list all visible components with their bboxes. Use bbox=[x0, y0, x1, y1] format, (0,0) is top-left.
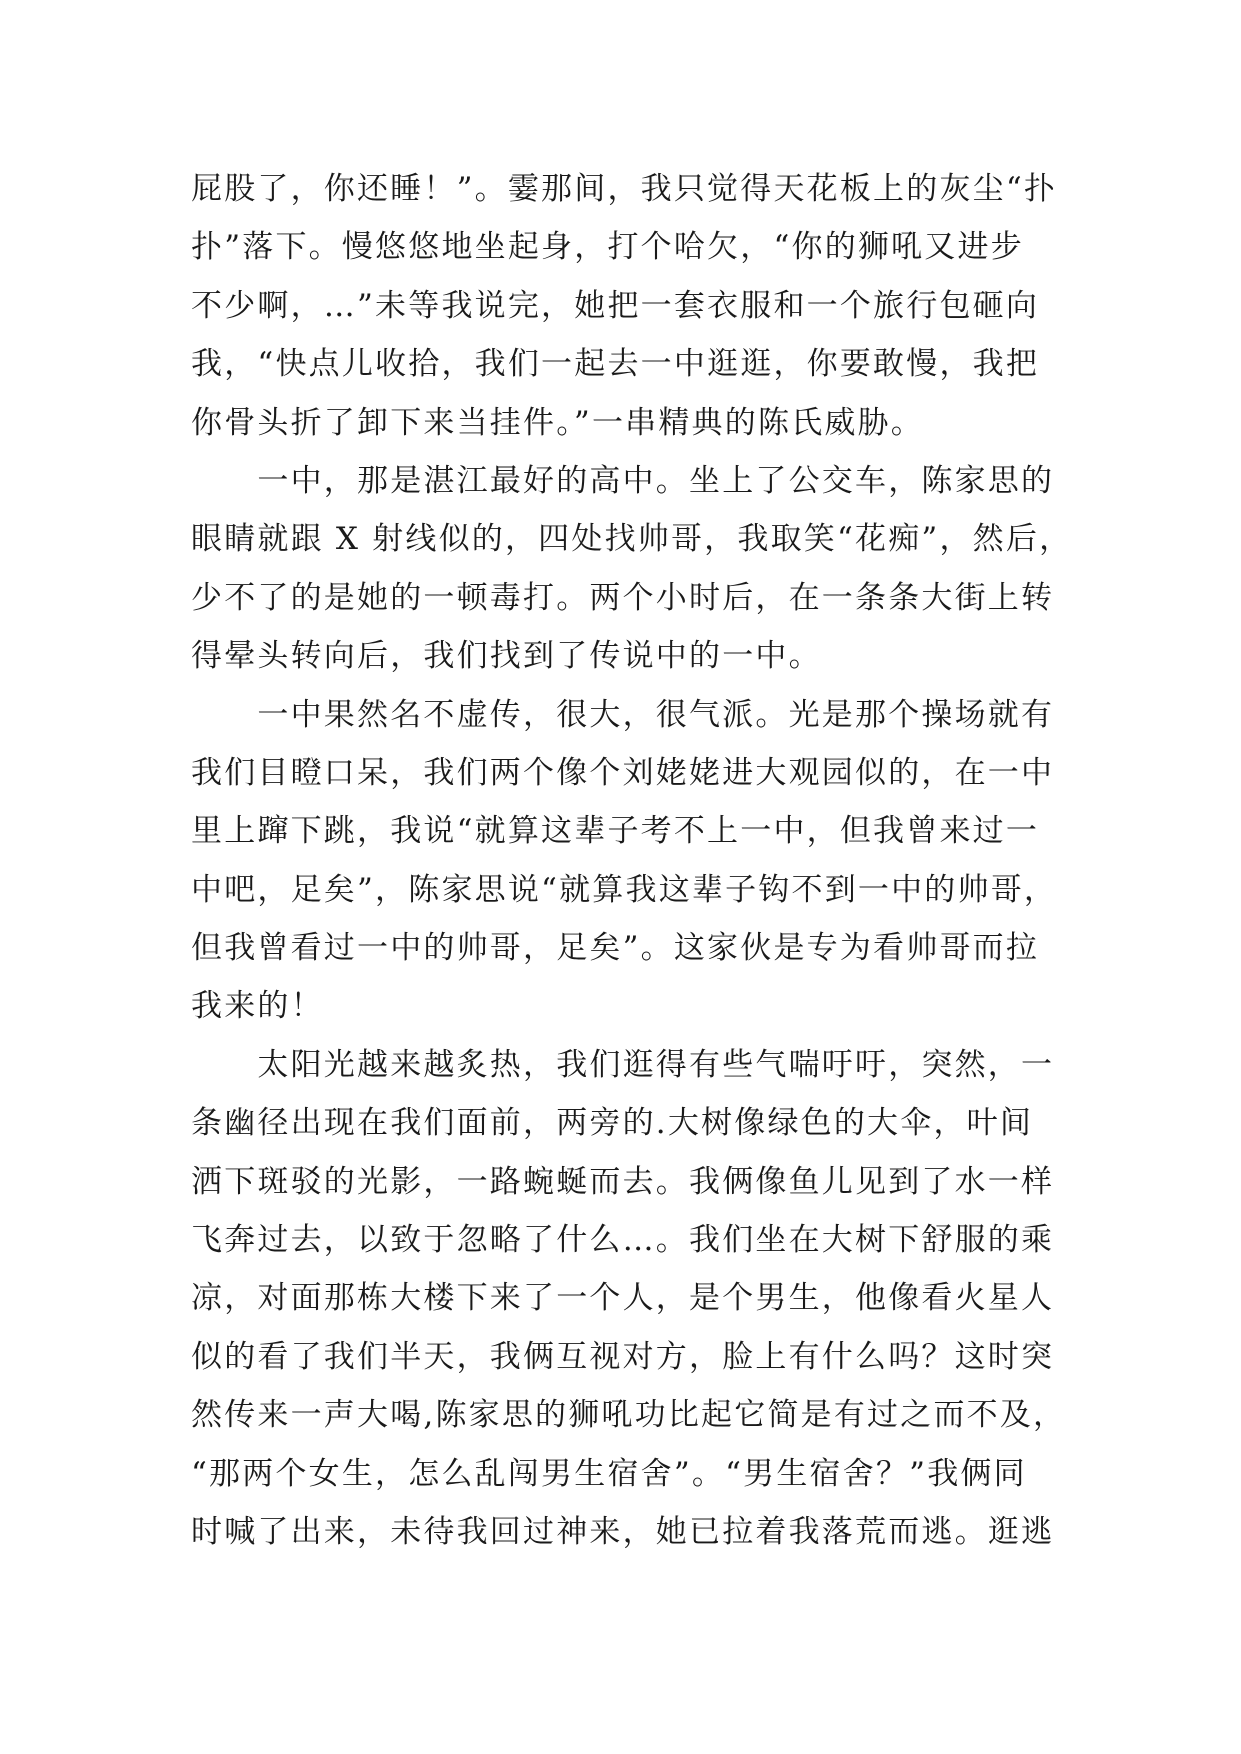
text-line: 似的看了我们半天，我俩互视对方，脸上有什么吗？这时突 bbox=[191, 1338, 1055, 1375]
text-line: 我来的！ bbox=[191, 988, 324, 1025]
text-line: 时喊了出来，未待我回过神来，她已拉着我落荒而逃。逛逃 bbox=[191, 1513, 1055, 1550]
text-line: 扑”落下。慢悠悠地坐起身，打个哈欠，“你的狮吼又进步 bbox=[191, 229, 1024, 266]
text-line: “那两个女生，怎么乱闯男生宿舍”。“男生宿舍？”我俩同 bbox=[191, 1455, 1027, 1492]
text-line: 一中果然名不虚传，很大，很气派。光是那个操场就有 bbox=[191, 696, 1055, 733]
text-line: 不少啊，…”未等我说完，她把一套衣服和一个旅行包砸向 bbox=[191, 287, 1040, 324]
text-line: 得晕头转向后，我们找到了传说中的一中。 bbox=[191, 638, 822, 675]
text-line: 凉，对面那栋大楼下来了一个人，是个男生，他像看火星人 bbox=[191, 1280, 1055, 1317]
text-line: 里上蹿下跳，我说“就算这辈子考不上一中，但我曾来过一 bbox=[191, 813, 1040, 850]
text-line: 但我曾看过一中的帅哥，足矣”。这家伙是专为看帅哥而拉 bbox=[191, 930, 1040, 967]
text-line: 我，“快点儿收拾，我们一起去一中逛逛，你要敢慢，我把 bbox=[191, 346, 1040, 383]
text-line: 我们目瞪口呆，我们两个像个刘姥姥进大观园似的，在一中 bbox=[191, 754, 1055, 791]
text-line: 屁股了，你还睡！”。霎那间，我只觉得天花板上的灰尘“扑 bbox=[191, 171, 1058, 207]
text-line: 眼睛就跟 X 射线似的，四处找帅哥，我取笑“花痴”，然后， bbox=[191, 521, 1073, 558]
text-line: 你骨头折了卸下来当挂件。”一串精典的陈氏威胁。 bbox=[191, 404, 924, 441]
text-line: 飞奔过去，以致于忽略了什么…。我们坐在大树下舒服的乘 bbox=[191, 1222, 1055, 1259]
text-line: 少不了的是她的一顿毒打。两个小时后，在一条条大街上转 bbox=[191, 579, 1055, 616]
text-line: 中吧，足矣”，陈家思说“就算我这辈子钩不到一中的帅哥， bbox=[191, 871, 1058, 908]
text-line: 条幽径出现在我们面前，两旁的.大树像绿色的大伞，叶间 bbox=[191, 1105, 1034, 1142]
text-line: 一中，那是湛江最好的高中。坐上了公交车，陈家思的 bbox=[191, 462, 1055, 499]
article-body bbox=[191, 160, 1073, 1561]
text-line: 洒下斑驳的光影，一路蜿蜒而去。我俩像鱼儿见到了水一样 bbox=[191, 1163, 1055, 1200]
text-line: 然传来一声大喝,陈家思的狮吼功比起它简是有过之而不及， bbox=[191, 1397, 1067, 1434]
text-line: 太阳光越来越炙热，我们逛得有些气喘吁吁，突然，一 bbox=[191, 1046, 1055, 1083]
